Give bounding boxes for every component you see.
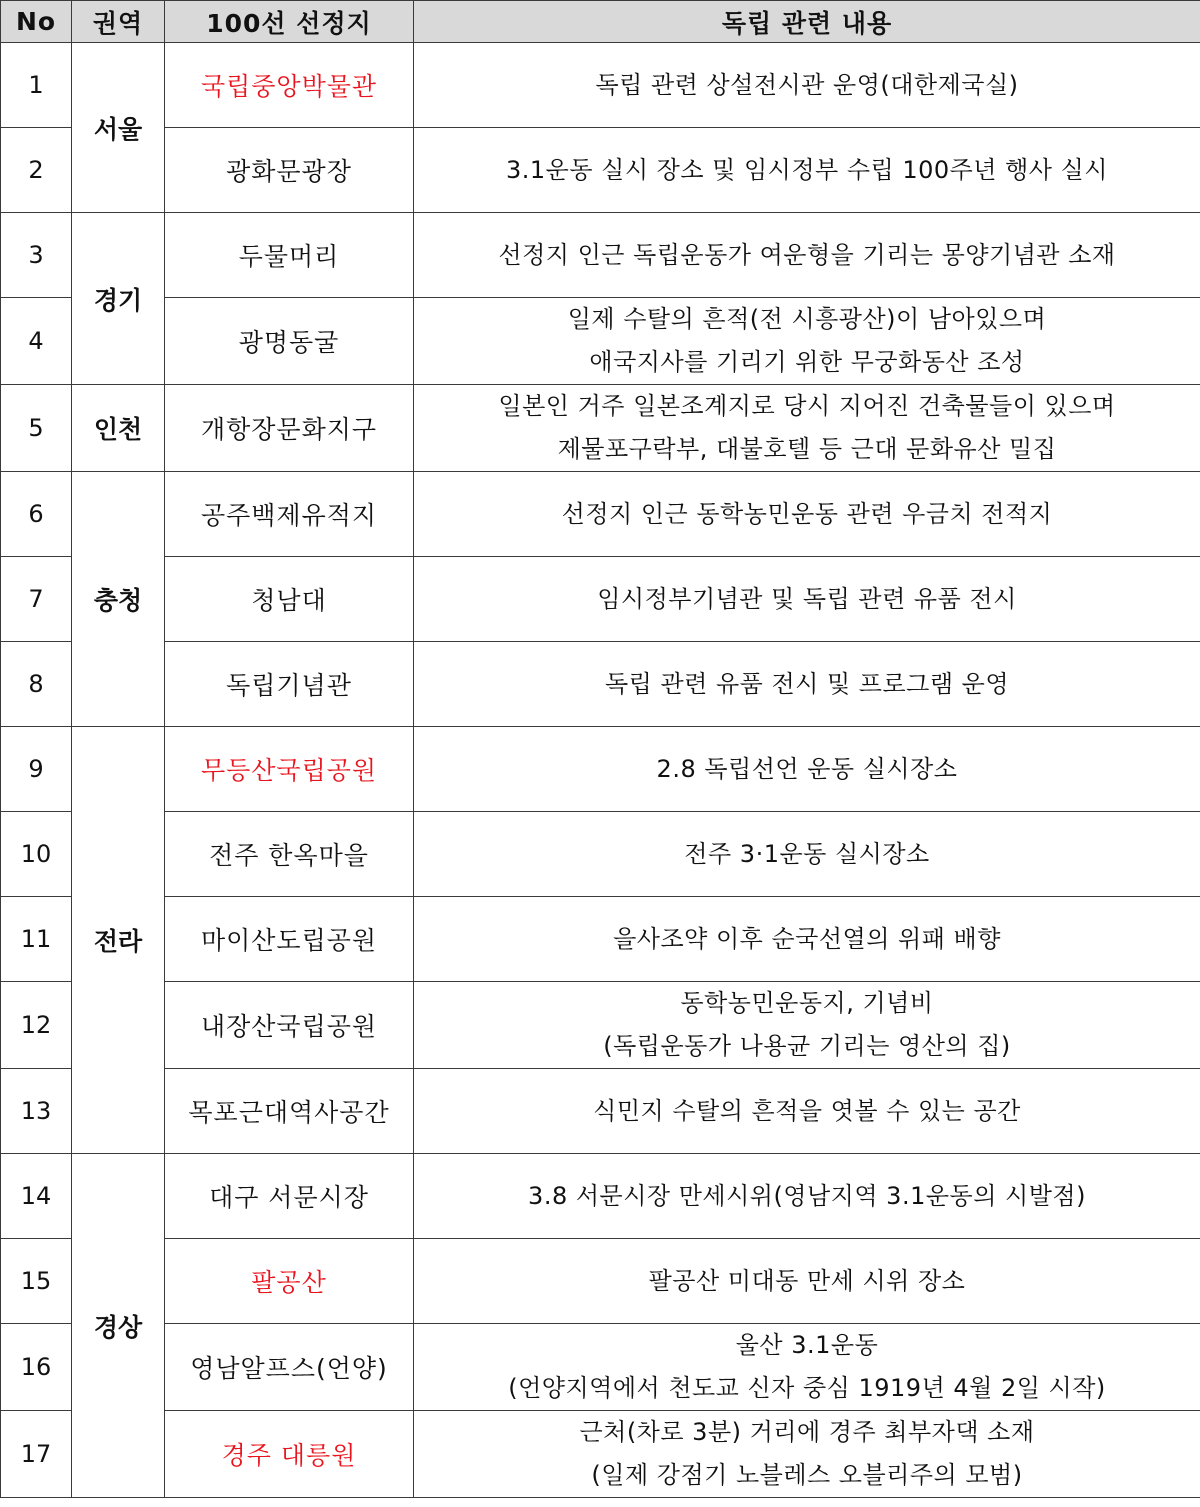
- site-name: 공주백제유적지: [165, 472, 414, 557]
- site-name: 팔공산: [165, 1239, 414, 1324]
- independence-description: [414, 298, 1200, 385]
- site-name: 국립중앙박물관: [165, 43, 414, 128]
- description-line: 제물포구락부, 대불호텔 등 근대 문화유산 밀집: [557, 435, 1057, 463]
- table-row: [1, 1324, 1200, 1411]
- description-line: (독립운동가 나용균 기리는 영산의 집): [603, 1032, 1011, 1060]
- row-number: 11: [1, 897, 72, 982]
- row-number: 8: [1, 642, 72, 727]
- description-line: 애국지사를 기리기 위한 무궁화동산 조성: [589, 348, 1025, 376]
- description-line: (언양지역에서 천도교 신자 중심 1919년 4월 2일 시작): [508, 1374, 1106, 1402]
- row-number: 1: [1, 43, 72, 128]
- table-row: [1, 213, 1200, 298]
- site-name: 대구 서문시장: [165, 1154, 414, 1239]
- row-number: 7: [1, 557, 72, 642]
- description-line: 3.8 서문시장 만세시위(영남지역 3.1운동의 시발점): [528, 1181, 1086, 1210]
- site-name: 광화문광장: [165, 128, 414, 213]
- row-number: 4: [1, 298, 72, 385]
- region-cell: 경기: [72, 213, 165, 385]
- row-number: 3: [1, 213, 72, 298]
- row-number: 5: [1, 385, 72, 472]
- site-name: 독립기념관: [165, 642, 414, 727]
- description-line: 일본인 거주 일본조계지로 당시 지어진 건축물들이 있으며: [498, 392, 1116, 420]
- header-no: No: [1, 1, 72, 43]
- site-name: 무등산국립공원: [165, 727, 414, 812]
- independence-description: [414, 1411, 1200, 1498]
- description-line: 독립 관련 유품 전시 및 프로그램 운영: [604, 669, 1010, 698]
- independence-description: [414, 557, 1200, 642]
- description-line: 울산 3.1운동: [735, 1331, 879, 1359]
- header-description: 독립 관련 내용: [414, 1, 1200, 43]
- table-row: [1, 298, 1200, 385]
- site-name: 영남알프스(언양): [165, 1324, 414, 1411]
- table-row: [1, 982, 1200, 1069]
- description-line: 을사조약 이후 순국선열의 위패 배향: [613, 924, 1001, 953]
- header-site: 100선 선정지: [165, 1, 414, 43]
- description-line: 전주 3·1운동 실시장소: [684, 839, 930, 868]
- table-row: [1, 1069, 1200, 1154]
- description-line: 동학농민운동지, 기념비: [680, 989, 934, 1017]
- site-name: 마이산도립공원: [165, 897, 414, 982]
- site-name: 청남대: [165, 557, 414, 642]
- description-line: 근처(차로 3분) 거리에 경주 최부자댁 소재: [579, 1418, 1035, 1446]
- region-cell: 인천: [72, 385, 165, 472]
- table-row: [1, 43, 1200, 128]
- table-row: [1, 1239, 1200, 1324]
- row-number: 13: [1, 1069, 72, 1154]
- table-row: [1, 128, 1200, 213]
- table-row: [1, 897, 1200, 982]
- table-row: [1, 642, 1200, 727]
- description-line: 식민지 수탈의 흔적을 엿볼 수 있는 공간: [593, 1096, 1021, 1125]
- row-number: 17: [1, 1411, 72, 1498]
- description-line: 팔공산 미대동 만세 시위 장소: [648, 1266, 966, 1295]
- description-line: 일제 수탈의 흔적(전 시흥광산)이 남아있으며: [567, 305, 1047, 333]
- independence-description: [414, 128, 1200, 213]
- table-row: [1, 557, 1200, 642]
- independence-description: [414, 213, 1200, 298]
- description-line: 임시정부기념관 및 독립 관련 유품 전시: [597, 584, 1017, 613]
- description-line: (일제 강점기 노블레스 오블리주의 모범): [591, 1461, 1023, 1489]
- independence-description: [414, 1239, 1200, 1324]
- independence-description: [414, 1069, 1200, 1154]
- table-body: [1, 43, 1200, 1498]
- site-name: 내장산국립공원: [165, 982, 414, 1069]
- table-row: [1, 1411, 1200, 1498]
- description-line: 선정지 인근 동학농민운동 관련 우금치 전적지: [561, 499, 1053, 528]
- site-name: 두물머리: [165, 213, 414, 298]
- region-cell: 전라: [72, 727, 165, 1154]
- row-number: 6: [1, 472, 72, 557]
- row-number: 14: [1, 1154, 72, 1239]
- independence-description: [414, 1324, 1200, 1411]
- independence-description: [414, 727, 1200, 812]
- row-number: 15: [1, 1239, 72, 1324]
- description-line: 독립 관련 상설전시관 운영(대한제국실): [595, 70, 1019, 99]
- table-row: [1, 812, 1200, 897]
- site-name: 광명동굴: [165, 298, 414, 385]
- independence-description: [414, 812, 1200, 897]
- site-name: 개항장문화지구: [165, 385, 414, 472]
- row-number: 12: [1, 982, 72, 1069]
- row-number: 10: [1, 812, 72, 897]
- site-name: 목포근대역사공간: [165, 1069, 414, 1154]
- region-cell: 경상: [72, 1154, 165, 1498]
- table-row: [1, 1154, 1200, 1239]
- table-row: [1, 385, 1200, 472]
- independence-description: [414, 43, 1200, 128]
- site-name: 전주 한옥마을: [165, 812, 414, 897]
- site-name: 경주 대릉원: [165, 1411, 414, 1498]
- region-cell: 서울: [72, 43, 165, 213]
- header-region: 권역: [72, 1, 165, 43]
- description-line: 선정지 인근 독립운동가 여운형을 기리는 몽양기념관 소재: [498, 240, 1116, 269]
- independence-description: [414, 642, 1200, 727]
- description-line: 3.1운동 실시 장소 및 임시정부 수립 100주년 행사 실시: [505, 155, 1108, 184]
- region-cell: 충청: [72, 472, 165, 727]
- independence-description: [414, 982, 1200, 1069]
- description-line: 2.8 독립선언 운동 실시장소: [656, 754, 958, 783]
- row-number: 9: [1, 727, 72, 812]
- independence-description: [414, 897, 1200, 982]
- independence-description: [414, 472, 1200, 557]
- table-row: [1, 472, 1200, 557]
- row-number: 16: [1, 1324, 72, 1411]
- independence-description: [414, 1154, 1200, 1239]
- table-row: [1, 727, 1200, 812]
- row-number: 2: [1, 128, 72, 213]
- independence-description: [414, 385, 1200, 472]
- table-header-row: [1, 1, 1200, 43]
